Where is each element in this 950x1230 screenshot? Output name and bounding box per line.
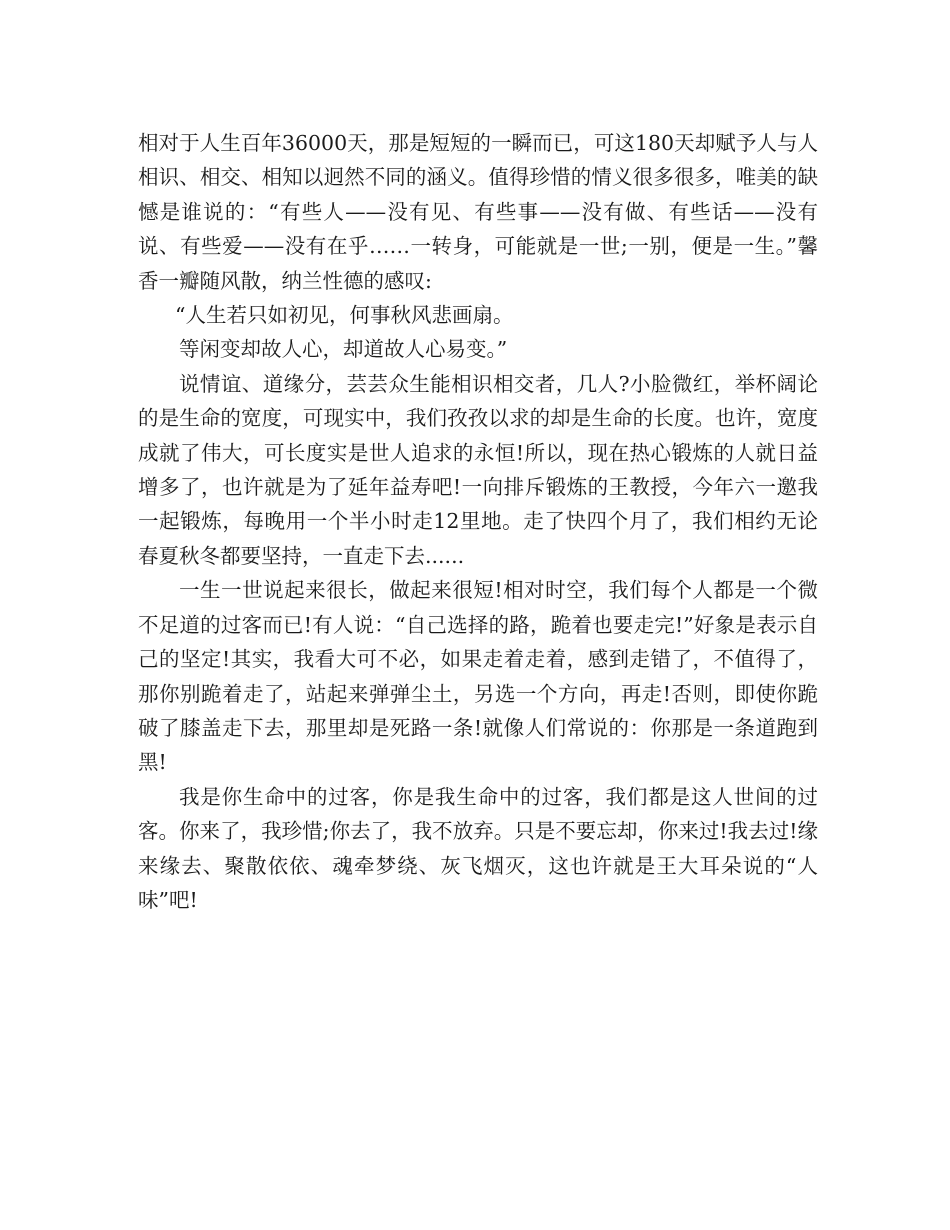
paragraph-1: 相对于人生百年36000天，那是短短的一瞬而已，可这180天却赋予人与人相识、相交、相知以迥然不同的涵义。值得珍惜的情义很多很多，唯美的缺憾是谁说的：“有些人——没有见、有些事——没有做、有些话——没有说、有些爱——没有在乎……一转身，可能就是一世;一别，便是一生。”馨香一瓣随风散，纳兰性德的感叹:	[138, 131, 818, 293]
paragraph-4: 我是你生命中的过客，你是我生命中的过客，我们都是这人世间的过客。你来了，我珍惜;你去了，我不放弃。只是不要忘却，你来过!我去过!缘来缘去、聚散依依、魂牵梦绕、灰飞烟灭，这也许就是王大耳朵说的“人味”吧!	[138, 784, 818, 912]
paragraph-2: 说情谊、道缘分，芸芸众生能相识相交者，几人?小脸微红，举杯阔论的是生命的宽度，可现实中，我们孜孜以求的却是生命的长度。也许，宽度成就了伟大，可长度实是世人追求的永恒!所以，现在热心锻炼的人就日益增多了，也许就是为了延年益寿吧!一向排斥锻炼的王教授，今年六一邀我一起锻炼，每晚用一个半小时走12里地。走了快四个月了，我们相约无论春夏秋冬都要坚持，一直走下去......	[138, 371, 818, 568]
paragraph-3: 一生一世说起来很长，做起来很短!相对时空，我们每个人都是一个微不足道的过客而已!有人说：“自己选择的路，跪着也要走完!”好象是表示自己的坚定!其实，我看大可不必，如果走着走着，感到走错了，不值得了，那你别跪着走了，站起来弹弹尘土，另选一个方向，再走!否则，即使你跪破了膝盖走下去，那里却是死路一条!就像人们常说的：你那是一条道跑到黑!	[138, 578, 818, 775]
poem-line-2: 等闲变却故人心，却道故人心易变。”	[179, 337, 508, 362]
poem-line-1: “人生若只如初见，何事秋风悲画扇。	[175, 303, 514, 328]
document-body	[138, 126, 818, 917]
